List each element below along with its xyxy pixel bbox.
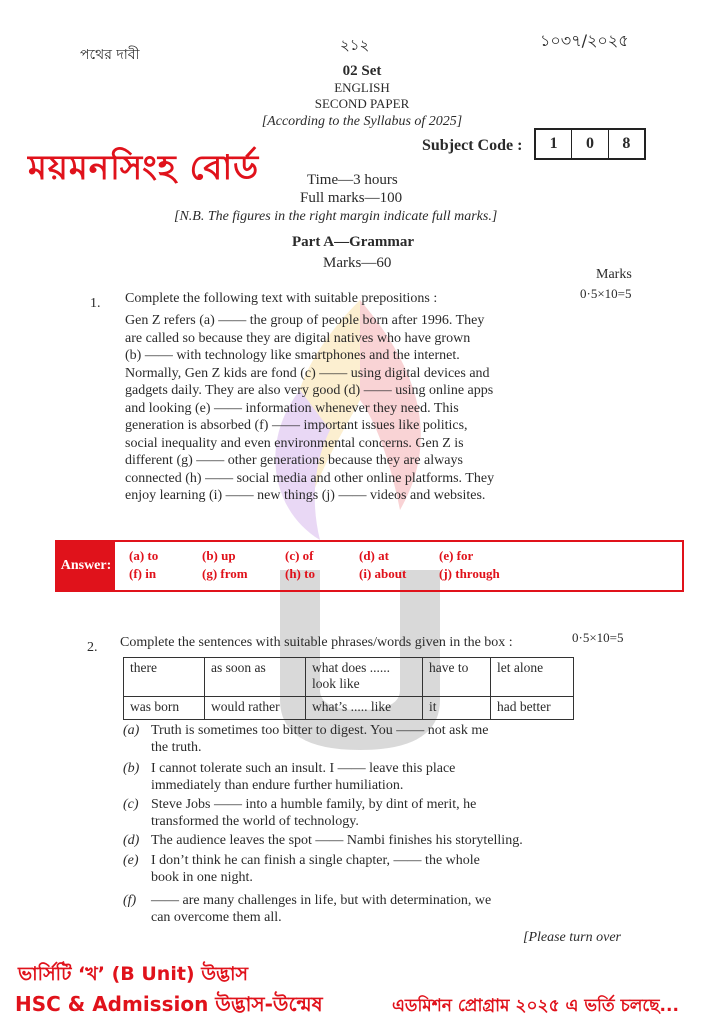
- page-number: ২১২: [340, 36, 370, 54]
- table-cell: would rather: [205, 697, 306, 720]
- part-title: Part A—Grammar: [292, 234, 415, 250]
- table-cell: it: [423, 697, 491, 720]
- sentence-continuation: book in one night.: [151, 870, 253, 885]
- table-cell: what’s ..... like: [306, 697, 423, 720]
- table-row: [124, 658, 574, 697]
- board-title: ময়মনসিংহ বোর্ড: [28, 148, 260, 188]
- answer-item: (e) for: [439, 548, 474, 563]
- turn-over-note: [Please turn over: [523, 930, 621, 945]
- sentence-text: The audience leaves the spot —— Nambi finishes his storytelling.: [151, 833, 523, 848]
- subject-code-digit: 1: [536, 130, 572, 158]
- q2-sentence: [123, 760, 573, 794]
- q2-marks: 0·5×10=5: [572, 630, 624, 645]
- table-cell: had better: [491, 697, 574, 720]
- sentence-label: (e): [123, 853, 139, 868]
- sentence-continuation: immediately than endure further humiliation.: [151, 778, 404, 793]
- sentence-text: Steve Jobs —— into a humble family, by dint of merit, he: [151, 797, 477, 812]
- passage-line: social inequality and even environmental concerns. Gen Z is: [125, 435, 464, 451]
- passage-line: enjoy learning (i) —— new things (j) —— videos and websites.: [125, 488, 486, 503]
- paper-label: SECOND PAPER: [314, 96, 410, 111]
- part-marks: Marks—60: [323, 255, 392, 271]
- sentence-text: Truth is sometimes too bitter to digest. You —— not ask me: [151, 723, 489, 738]
- answer-item: (c) of: [285, 548, 314, 563]
- subject-code-digit: 0: [572, 130, 608, 158]
- sentence-label: (b): [123, 761, 140, 776]
- answer-item: (i) about: [359, 566, 407, 581]
- passage-line: Normally, Gen Z kids are fond (c) —— using digital devices and: [125, 365, 490, 381]
- set-label: 02 Set: [342, 63, 382, 79]
- answer-item: (b) up: [202, 548, 236, 563]
- passage-line: connected (h) —— social media and other online platforms. They: [125, 470, 495, 486]
- footer-brand-line: ভার্সিটি ‘খ’ (B Unit) উদ্ভাস: [18, 963, 249, 985]
- footer-promo: এডমিশন প্রোগ্রাম ২০২৫ এ ভর্তি চলছে...: [392, 996, 679, 1016]
- book-title: পথের দাবী: [80, 47, 140, 63]
- passage-line: gadgets daily. They are also very good (d) —— using online apps: [125, 383, 494, 398]
- marks-note: [N.B. The figures in the right margin indicate full marks.]: [174, 209, 498, 224]
- q1-marks: 0·5×10=5: [580, 286, 632, 301]
- syllabus-note: [According to the Syllabus of 2025]: [261, 114, 463, 129]
- subject-code-box: [534, 128, 646, 160]
- table-cell: have to: [423, 658, 491, 697]
- passage-line: generation is absorbed (f) —— important issues like politics,: [125, 418, 468, 433]
- sentence-label: (a): [123, 723, 140, 738]
- answer-item: (a) to: [129, 548, 159, 563]
- subject-code-digit: 8: [622, 135, 631, 152]
- q1-number: 1.: [90, 296, 101, 311]
- q2-sentence: [123, 832, 573, 849]
- passage-line: different (g) —— other generations because they are always: [125, 453, 463, 468]
- table-cell: let alone: [491, 658, 574, 697]
- sentence-label: (f): [123, 893, 137, 908]
- answer-box: [55, 540, 684, 592]
- table-cell: was born: [124, 697, 205, 720]
- sentence-label: (c): [123, 797, 139, 812]
- q1-stem: Complete the following text with suitable prepositions :: [125, 291, 438, 306]
- sentence-continuation: the truth.: [151, 740, 202, 755]
- answer-item: (h) to: [285, 566, 315, 581]
- subject-label: ENGLISH: [334, 80, 390, 95]
- table-cell: as soon as: [205, 658, 306, 697]
- q2-number: 2.: [87, 640, 98, 655]
- q2-sentence: [123, 892, 573, 926]
- subject-code-label: Subject Code :: [422, 137, 523, 154]
- sentence-label: (d): [123, 833, 140, 848]
- page-code: ১০৩৭/২০২৫: [540, 31, 629, 50]
- answer-item: (d) at: [359, 548, 389, 563]
- sentence-continuation: transformed the world of technology.: [151, 814, 359, 829]
- full-marks-label: Full marks—100: [300, 190, 403, 206]
- sentence-text: I cannot tolerate such an insult. I —— leave this place: [151, 761, 456, 776]
- sentence-text: —— are many challenges in life, but with determination, we: [151, 893, 492, 908]
- sentence-continuation: can overcome them all.: [151, 910, 282, 925]
- passage-line: and looking (e) —— information whenever they need. This: [125, 400, 459, 416]
- answer-item: (f) in: [129, 566, 157, 581]
- table-cell: there: [124, 658, 205, 697]
- marks-column-label: Marks: [596, 267, 632, 282]
- q2-sentence: [123, 722, 573, 756]
- table-cell: what does ...... look like: [306, 658, 423, 697]
- footer-admission-line: HSC & Admission উদ্ভাস-উন্মেষ: [15, 992, 323, 1016]
- answer-item: (g) from: [202, 566, 248, 581]
- sentence-text: I don’t think he can finish a single chapter, —— the whole: [151, 853, 480, 868]
- q2-sentence: [123, 796, 573, 830]
- time-label: Time—3 hours: [307, 172, 398, 188]
- answer-item: (j) through: [439, 566, 500, 581]
- q2-sentence: [123, 852, 573, 886]
- answer-label: Answer:: [57, 542, 115, 590]
- passage-line: (b) —— with technology like smartphones and the internet.: [125, 348, 460, 363]
- word-box-table: [123, 657, 574, 720]
- q2-stem: Complete the sentences with suitable phrases/words given in the box :: [120, 635, 513, 650]
- q1-passage: [125, 312, 577, 505]
- passage-line: are called so because they are digital natives who have grown: [125, 330, 471, 346]
- table-row: [124, 697, 574, 720]
- passage-line: Gen Z refers (a) —— the group of people born after 1996. They: [125, 313, 485, 328]
